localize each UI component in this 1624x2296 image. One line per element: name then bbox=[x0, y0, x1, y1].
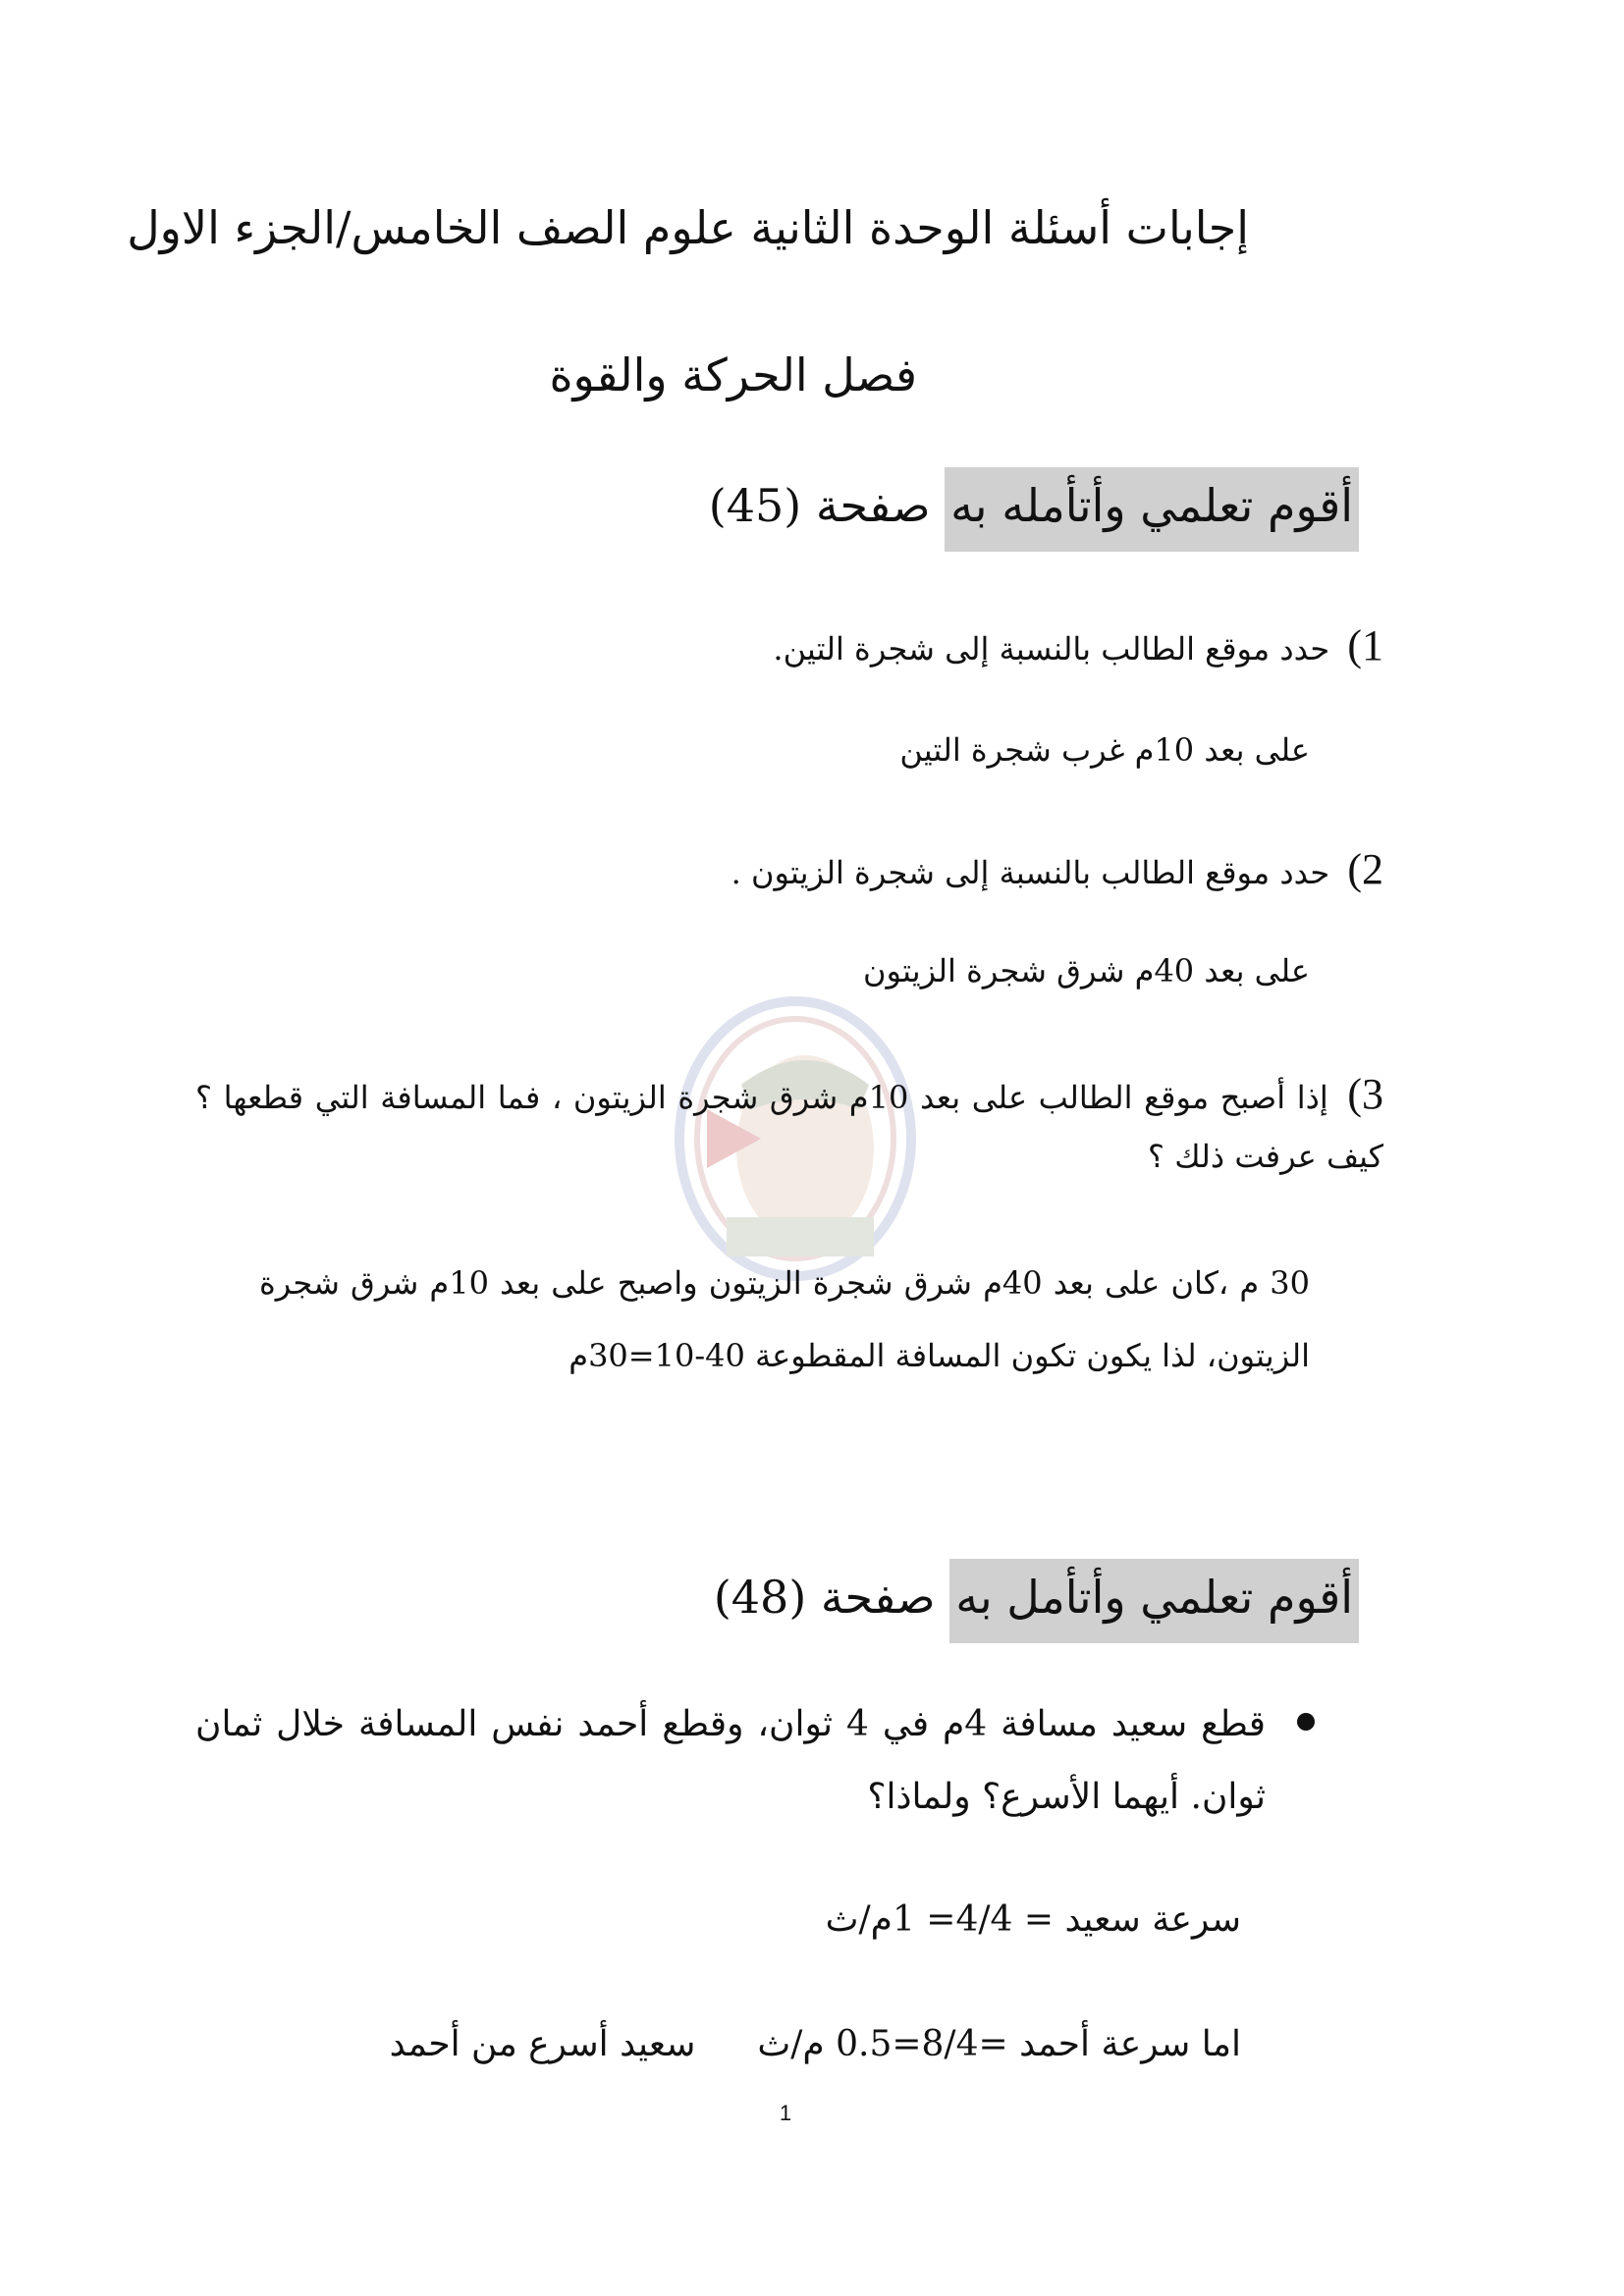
answer-1: على بعد 10م غرب شجرة التين bbox=[899, 731, 1310, 769]
question-number: 2) bbox=[1347, 845, 1383, 893]
question-3 bbox=[195, 1065, 1383, 1186]
answer-speed-ahmad-calc: اما سرعة أحمد =8/4=0.5 م/ث bbox=[757, 2024, 1241, 2064]
page-title: إجابات أسئلة الوحدة الثانية علوم الصف الخامس/الجزء الاول bbox=[127, 201, 1249, 254]
answer-3: 30 م ،كان على بعد 40م شرق شجرة الزيتون واصبح على بعد 10م شرق شجرة الزيتون، لذا يكون تكون المسافة المقطوعة 40-10=30م bbox=[259, 1264, 1311, 1374]
answer-conclusion: سعيد أسرع من أحمد bbox=[389, 2024, 696, 2064]
page-number: 1 bbox=[779, 2101, 792, 2125]
question-text: حدد موقع الطالب بالنسبة إلى شجرة الزيتون . bbox=[731, 854, 1330, 891]
section-heading-45 bbox=[709, 479, 1359, 532]
question-1 bbox=[773, 620, 1383, 670]
chapter-subtitle: فصل الحركة والقوة bbox=[549, 348, 917, 401]
question-text: حدد موقع الطالب بالنسبة إلى شجرة التين. bbox=[773, 630, 1330, 667]
section-heading-highlight: أقوم تعلمي وأتأمل به bbox=[949, 1559, 1359, 1643]
question-number: 3) bbox=[1347, 1070, 1384, 1118]
answer-speed-ahmad bbox=[390, 2024, 1241, 2064]
answer-2: على بعد 40م شرق شجرة الزيتون bbox=[863, 952, 1310, 989]
section-heading-page: صفحة (45) bbox=[708, 479, 931, 532]
section-heading-page: صفحة (48) bbox=[713, 1571, 936, 1624]
question-number: 1) bbox=[1347, 621, 1383, 669]
answer-speed-saeed: سرعة سعيد = 4/4= 1م/ث bbox=[825, 1899, 1241, 1940]
question-text: إذا أصبح موقع الطالب على بعد 10م شرق شجرة الزيتون ، فما المسافة التي قطعها ؟كيف عرفت ذلك ؟ bbox=[195, 1079, 1383, 1175]
section-heading-highlight: أقوم تعلمي وأتأمله به bbox=[945, 467, 1359, 552]
section-heading-48 bbox=[714, 1571, 1359, 1624]
bullet-question: قطع سعيد مسافة 4م في 4 ثوان، وقطع أحمد نفس المسافة خلال ثمان ثوان. أيهما الأسرع؟ ولماذا؟ bbox=[195, 1704, 1266, 1817]
question-2 bbox=[731, 844, 1383, 894]
bullet-icon bbox=[1297, 1713, 1315, 1731]
